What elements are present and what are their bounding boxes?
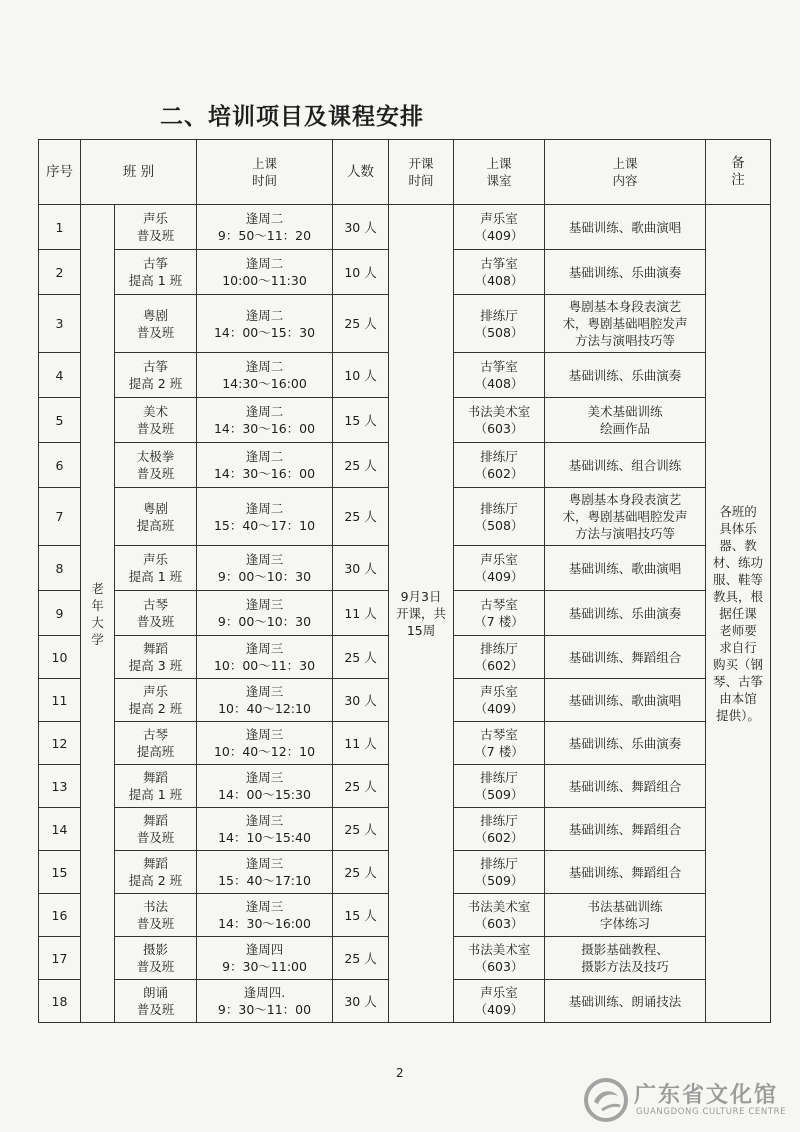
class-size: 10 人 xyxy=(333,353,389,398)
header-people: 人数 xyxy=(333,140,389,205)
class-size: 30 人 xyxy=(333,546,389,591)
class-name: 声乐 提高 1 班 xyxy=(115,546,197,591)
classroom: 排练厅 （602） xyxy=(454,443,545,488)
row-number: 5 xyxy=(39,398,81,443)
classroom: 书法美术室 （603） xyxy=(454,398,545,443)
start-time: 9月3日 开课，共 15周 xyxy=(389,205,454,1023)
row-number: 7 xyxy=(39,488,81,546)
class-time: 逢周二 10:00～11:30 xyxy=(197,250,333,295)
classroom: 排练厅 （602） xyxy=(454,808,545,851)
row-number: 17 xyxy=(39,937,81,980)
culture-centre-logo xyxy=(582,1074,792,1126)
class-time: 逢周四 9：30～11:00 xyxy=(197,937,333,980)
classroom: 古琴室 （7 楼） xyxy=(454,722,545,765)
class-name: 舞蹈 提高 2 班 xyxy=(115,851,197,894)
classroom: 书法美术室 （603） xyxy=(454,894,545,937)
row-number: 1 xyxy=(39,205,81,250)
class-size: 25 人 xyxy=(333,851,389,894)
class-time: 逢周二 15：40～17：10 xyxy=(197,488,333,546)
class-size: 11 人 xyxy=(333,591,389,636)
classroom: 排练厅 （509） xyxy=(454,851,545,894)
class-content: 摄影基础教程、 摄影方法及技巧 xyxy=(545,937,706,980)
class-time: 逢周二 14：00～15：30 xyxy=(197,295,333,353)
row-number: 2 xyxy=(39,250,81,295)
class-name: 书法 普及班 xyxy=(115,894,197,937)
header-no: 序号 xyxy=(39,140,81,205)
class-name: 声乐 普及班 xyxy=(115,205,197,250)
classroom: 排练厅 （508） xyxy=(454,295,545,353)
classroom: 声乐室 （409） xyxy=(454,980,545,1023)
row-number: 8 xyxy=(39,546,81,591)
class-size: 11 人 xyxy=(333,722,389,765)
class-content: 基础训练、歌曲演唱 xyxy=(545,205,706,250)
class-name: 古琴 提高班 xyxy=(115,722,197,765)
page-title: 二、培训项目及课程安排 xyxy=(160,104,424,130)
class-time: 逢周三 10：00～11：30 xyxy=(197,636,333,679)
class-size: 30 人 xyxy=(333,205,389,250)
class-time: 逢周三 10：40～12:10 xyxy=(197,679,333,722)
class-name: 舞蹈 提高 3 班 xyxy=(115,636,197,679)
classroom: 排练厅 （508） xyxy=(454,488,545,546)
row-number: 4 xyxy=(39,353,81,398)
class-content: 基础训练、舞蹈组合 xyxy=(545,808,706,851)
class-time: 逢周二 14：30～16：00 xyxy=(197,443,333,488)
row-number: 12 xyxy=(39,722,81,765)
class-content: 粤剧基本身段表演艺 术，粤剧基础唱腔发声 方法与演唱技巧等 xyxy=(545,295,706,353)
classroom: 排练厅 （602） xyxy=(454,636,545,679)
class-time: 逢周三 15：40～17:10 xyxy=(197,851,333,894)
class-content: 基础训练、歌曲演唱 xyxy=(545,546,706,591)
class-time: 逢周三 14：30～16:00 xyxy=(197,894,333,937)
header-time: 上课 时间 xyxy=(197,140,333,205)
class-size: 10 人 xyxy=(333,250,389,295)
row-number: 11 xyxy=(39,679,81,722)
class-time: 逢周三 9：00～10：30 xyxy=(197,546,333,591)
table-row xyxy=(39,205,771,250)
class-time: 逢周二 14：30～16：00 xyxy=(197,398,333,443)
class-content: 基础训练、歌曲演唱 xyxy=(545,679,706,722)
classroom: 书法美术室 （603） xyxy=(454,937,545,980)
class-size: 25 人 xyxy=(333,488,389,546)
header-room: 上课 课室 xyxy=(454,140,545,205)
class-name: 摄影 普及班 xyxy=(115,937,197,980)
class-content: 书法基础训练 字体练习 xyxy=(545,894,706,937)
class-time: 逢周三 14：00～15:30 xyxy=(197,765,333,808)
class-content: 美术基础训练 绘画作品 xyxy=(545,398,706,443)
header-content: 上课 内容 xyxy=(545,140,706,205)
class-name: 太极拳 普及班 xyxy=(115,443,197,488)
class-name: 古筝 提高 2 班 xyxy=(115,353,197,398)
class-time: 逢周三 14：10～15:40 xyxy=(197,808,333,851)
classroom: 声乐室 （409） xyxy=(454,205,545,250)
classroom: 排练厅 （509） xyxy=(454,765,545,808)
remarks: 各班的 具体乐 器、教 材、练功 服、鞋等 教具，根 据任课 老师要 求自行 购买（钢 琴、古筝 由本馆 提供）。 xyxy=(706,205,771,1023)
class-time: 逢周二 14:30～16:00 xyxy=(197,353,333,398)
row-number: 10 xyxy=(39,636,81,679)
row-number: 13 xyxy=(39,765,81,808)
class-name: 粤剧 提高班 xyxy=(115,488,197,546)
class-name: 舞蹈 提高 1 班 xyxy=(115,765,197,808)
class-size: 25 人 xyxy=(333,443,389,488)
class-size: 15 人 xyxy=(333,398,389,443)
class-size: 25 人 xyxy=(333,636,389,679)
school-name: 老 年 大 学 xyxy=(81,205,115,1023)
class-name: 美术 普及班 xyxy=(115,398,197,443)
class-name: 舞蹈 普及班 xyxy=(115,808,197,851)
class-size: 30 人 xyxy=(333,679,389,722)
class-time: 逢周三 9：00～10：30 xyxy=(197,591,333,636)
class-content: 基础训练、乐曲演奏 xyxy=(545,591,706,636)
class-size: 25 人 xyxy=(333,808,389,851)
row-number: 9 xyxy=(39,591,81,636)
classroom: 古筝室 （408） xyxy=(454,250,545,295)
table-body xyxy=(39,205,771,1023)
logo-subtitle: GUANGDONG CULTURE CENTRE xyxy=(636,1107,787,1117)
class-size: 25 人 xyxy=(333,765,389,808)
schedule-table xyxy=(38,139,771,1023)
classroom: 古筝室 （408） xyxy=(454,353,545,398)
class-content: 基础训练、组合训练 xyxy=(545,443,706,488)
class-content: 基础训练、乐曲演奏 xyxy=(545,250,706,295)
table-header-row xyxy=(39,140,771,205)
class-name: 声乐 提高 2 班 xyxy=(115,679,197,722)
class-content: 基础训练、舞蹈组合 xyxy=(545,851,706,894)
class-content: 基础训练、朗诵技法 xyxy=(545,980,706,1023)
culture-centre-logo-icon xyxy=(582,1076,630,1124)
class-content: 基础训练、乐曲演奏 xyxy=(545,722,706,765)
class-name: 古筝 提高 1 班 xyxy=(115,250,197,295)
class-size: 15 人 xyxy=(333,894,389,937)
row-number: 6 xyxy=(39,443,81,488)
class-time: 逢周四. 9：30～11：00 xyxy=(197,980,333,1023)
class-size: 25 人 xyxy=(333,937,389,980)
class-content: 基础训练、乐曲演奏 xyxy=(545,353,706,398)
classroom: 古琴室 （7 楼） xyxy=(454,591,545,636)
row-number: 14 xyxy=(39,808,81,851)
class-content: 基础训练、舞蹈组合 xyxy=(545,765,706,808)
logo-name: 广东省文化馆 xyxy=(634,1083,779,1108)
class-name: 古琴 普及班 xyxy=(115,591,197,636)
header-class: 班 别 xyxy=(81,140,197,205)
row-number: 3 xyxy=(39,295,81,353)
class-time: 逢周三 10：40～12：10 xyxy=(197,722,333,765)
class-content: 基础训练、舞蹈组合 xyxy=(545,636,706,679)
page-number: 2 xyxy=(396,1066,404,1080)
row-number: 18 xyxy=(39,980,81,1023)
classroom: 声乐室 （409） xyxy=(454,546,545,591)
header-remarks: 备 注 xyxy=(706,140,771,205)
class-name: 朗诵 普及班 xyxy=(115,980,197,1023)
classroom: 声乐室 （409） xyxy=(454,679,545,722)
class-size: 25 人 xyxy=(333,295,389,353)
class-content: 粤剧基本身段表演艺 术，粤剧基础唱腔发声 方法与演唱技巧等 xyxy=(545,488,706,546)
class-time: 逢周二 9：50～11：20 xyxy=(197,205,333,250)
header-start: 开课 时间 xyxy=(389,140,454,205)
class-size: 30 人 xyxy=(333,980,389,1023)
row-number: 16 xyxy=(39,894,81,937)
row-number: 15 xyxy=(39,851,81,894)
class-name: 粤剧 普及班 xyxy=(115,295,197,353)
